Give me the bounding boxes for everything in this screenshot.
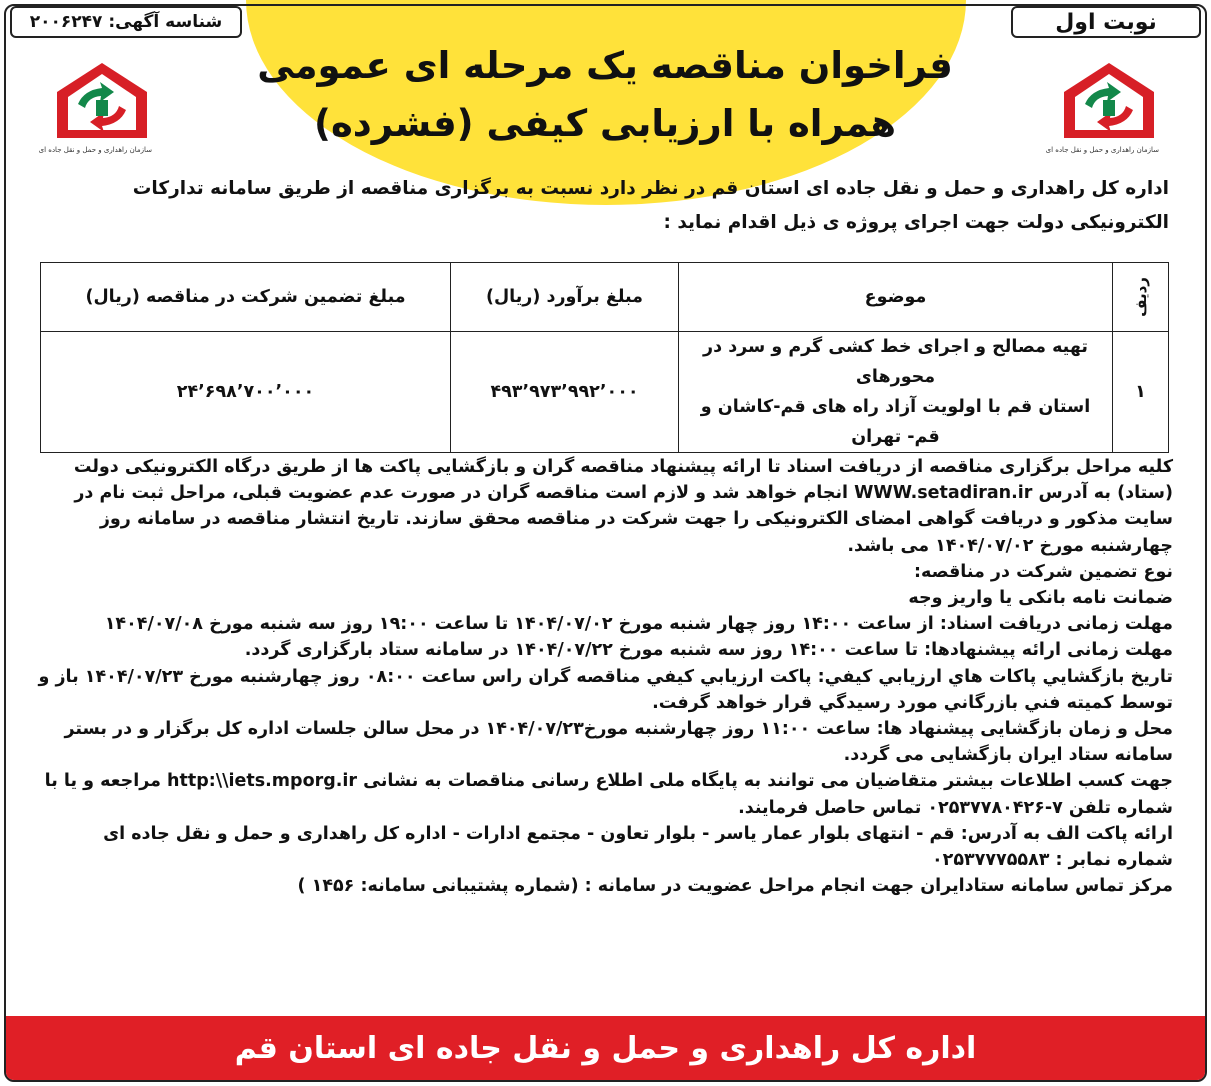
rmto-logo bbox=[38, 60, 152, 154]
road-organization-logo-icon bbox=[1059, 60, 1159, 140]
body-text bbox=[38, 454, 1173, 899]
address: ارائه پاکت الف به آدرس: قم - انتهای بلوار عمار یاسر - بلوار تعاون - مجتمع ادارات - اداره کل راهداری و حمل و نقل جاده ای bbox=[103, 823, 1173, 844]
header-subject: موضوع bbox=[679, 263, 1113, 332]
header-guarantee: مبلغ تضمین شرکت در مناقصه (ریال) bbox=[41, 263, 451, 332]
guarantee-type-title: نوع تضمین شرکت در مناقصه: bbox=[913, 561, 1173, 582]
info-paragraph bbox=[38, 768, 1173, 820]
title-line-1: فراخوان مناقصه یک مرحله ای عمومی bbox=[257, 44, 953, 87]
paragraph-process bbox=[38, 454, 1173, 559]
footer-text: اداره کل راهداری و حمل و نقل جاده ای استان قم bbox=[234, 1030, 977, 1066]
subject-line: تهیه مصالح و اجرای خط کشی گرم و سرد در محورهای bbox=[703, 337, 1088, 387]
iets-url-link[interactable]: http:\\iets.mporg.ir bbox=[167, 771, 358, 792]
text: مراجعه و یا با شماره تلفن ۷-۰۲۵۳۷۷۸۰۴۲۶ تماس حاصل فرمایند. bbox=[44, 771, 1173, 818]
intro-text: اداره کل راهداری و حمل و نقل جاده ای استان قم در نظر دارد نسبت به برگزاری مناقصه از طریق سامانه تدارکات الکترونیکی دولت جهت اجرای پروژه ی ذیل اقدام نماید : bbox=[132, 178, 1169, 233]
text: جهت کسب اطلاعات بیشتر متقاضیان می توانند به پایگاه ملی اطلاع رسانی مناقصات به نشانی bbox=[363, 771, 1173, 792]
cell-subject bbox=[679, 332, 1113, 453]
table-row bbox=[41, 332, 1169, 453]
footer-banner bbox=[6, 1016, 1205, 1080]
road-organization-logo-icon bbox=[52, 60, 152, 140]
logo-caption: سازمان راهداری و حمل و نقل جاده ای bbox=[38, 146, 152, 154]
header-estimate: مبلغ برآورد (ریال) bbox=[451, 263, 679, 332]
text: به آدرس bbox=[1038, 483, 1111, 504]
table-header-row bbox=[41, 263, 1169, 332]
bid-deadline: مهلت زمانی ارائه پیشنهادها: تا ساعت ۱۴:۰۰ روز سه شنبه مورخ ۱۴۰۴/۰۷/۲۲ در سامانه ستاد بارگزاری گردد. bbox=[244, 640, 1173, 661]
fax-number: شماره نمابر : ۰۲۵۳۷۷۷۵۵۸۳ bbox=[931, 850, 1173, 871]
cell-guarantee: ۲۴٬۶۹۸٬۷۰۰٬۰۰۰ bbox=[41, 332, 451, 453]
opening-place: محل و زمان بازگشایی پیشنهاد ها: ساعت ۱۱:۰۰ روز چهارشنبه مورخ۱۴۰۴/۰۷/۲۳ در محل سالن جلسات اداره کل برگزار و در بستر سامانه ستاد ایران بازگشایی می گردد. bbox=[64, 719, 1173, 766]
text: انجام خواهد شد و لازم است مناقصه گران در صورت عدم عضویت قبلی، مراحل ثبت نام در سایت مذکور و دریافت گواهی امضای الکترونیکی را جهت شرکت در مناقصه محقق سازند. تاریخ انتشار مناقصه در سامانه روز چهارشنبه مورخ ۱۴۰۴/۰۷/۰۲ می باشد. bbox=[74, 483, 1173, 556]
doc-deadline: مهلت زمانی دریافت اسناد: از ساعت ۱۴:۰۰ روز چهار شنبه مورخ ۱۴۰۴/۰۷/۰۲ تا ساعت ۱۹:۰۰ روز سه شنبه مورخ ۱۴۰۴/۰۷/۰۸ bbox=[104, 614, 1173, 635]
logo-caption: سازمان راهداری و حمل و نقل جاده ای bbox=[1045, 146, 1159, 154]
cell-row-no: ۱ bbox=[1113, 332, 1169, 453]
text: کلیه مراحل برگزاری مناقصه از دریافت اسناد تا ارائه پیشنهاد مناقصه گران و بازگشایی پاکت ها از طریق درگاه الکترونیکی دولت (ستاد) bbox=[73, 457, 1173, 504]
rmto-logo bbox=[1045, 60, 1159, 154]
subject-line: استان قم با اولویت آزاد راه های قم-کاشان و قم- تهران bbox=[700, 397, 1091, 447]
setad-url-link[interactable]: WWW.setadiran.ir bbox=[854, 483, 1033, 504]
title-line-2: همراه با ارزیابی کیفی (فشرده) bbox=[314, 102, 896, 145]
cell-estimate: ۴۹۳٬۹۷۳٬۹۹۲٬۰۰۰ bbox=[451, 332, 679, 453]
guarantee-type-value: ضمانت نامه بانکی یا واریز وجه bbox=[908, 588, 1173, 609]
round-label: نوبت اول bbox=[1011, 6, 1201, 38]
header-row-no: ردیف bbox=[1113, 263, 1169, 332]
quality-opening: تاریخ بازگشايي پاكات هاي ارزيابي كيفي: پاكت ارزيابي كيفي مناقصه گران راس ساعت ۰۸:۰۰ روز چهارشنبه مورخ ۱۴۰۴/۰۷/۲۳ باز و توسط كميته فني بازرگاني مورد رسيدگي قرار خواهد گرفت. bbox=[38, 666, 1173, 713]
ad-id-label: شناسه آگهی: ۲۰۰۶۲۴۷ bbox=[10, 6, 242, 38]
support-center: مرکز تماس سامانه ستادایران جهت انجام مراحل عضویت در سامانه : (شماره پشتیبانی سامانه: ۱۴۵۶ ) bbox=[297, 876, 1173, 897]
tender-table bbox=[40, 262, 1169, 453]
